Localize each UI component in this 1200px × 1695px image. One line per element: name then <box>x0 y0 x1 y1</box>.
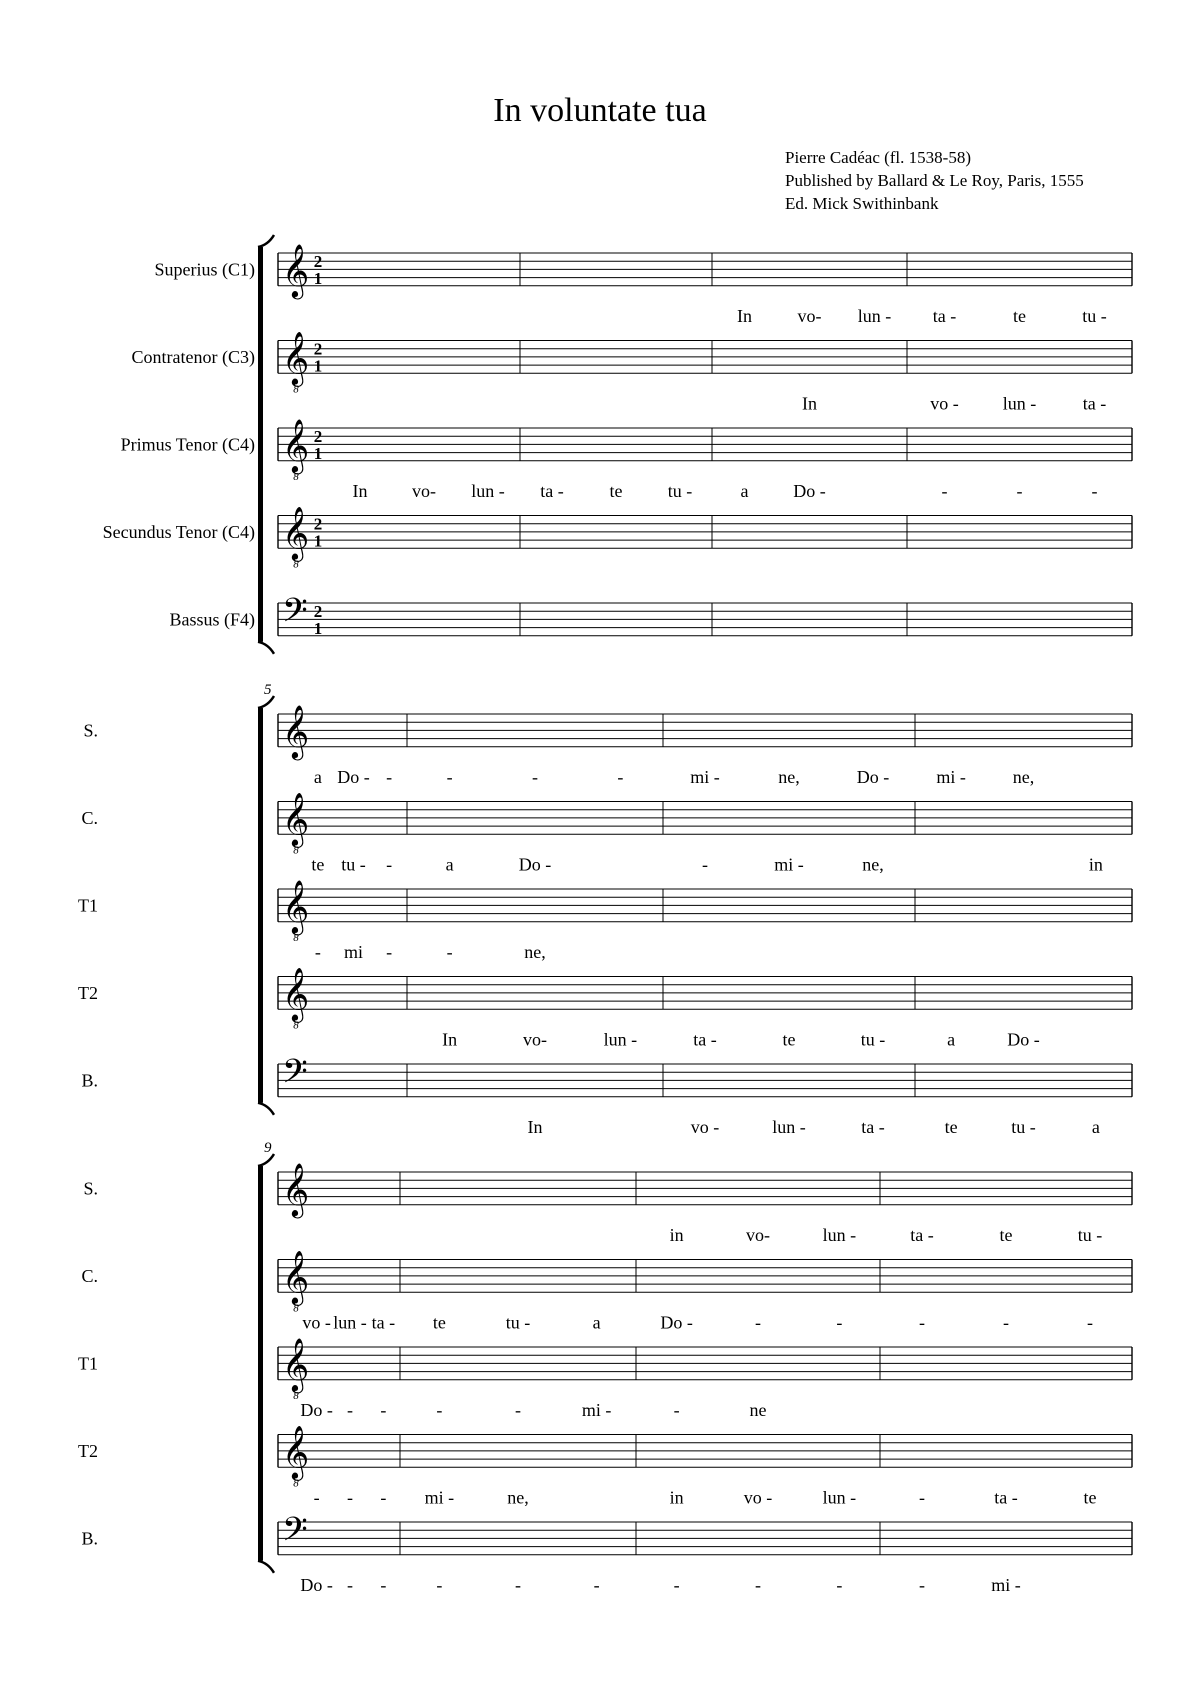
staff-3 <box>78 880 1132 962</box>
lyric-syllable: vo - <box>743 1487 773 1508</box>
lyric-syllable: ne, <box>524 941 546 962</box>
lyric-syllable: ta - <box>1082 393 1107 414</box>
lyric-syllable: Do - <box>300 1399 333 1420</box>
lyric-syllable: lun - <box>1002 393 1037 414</box>
system-bracket <box>258 1166 263 1561</box>
lyric-syllable: - <box>446 941 453 962</box>
system-bracket <box>258 247 263 642</box>
treble-clef-icon: 𝄞 <box>282 1426 310 1478</box>
lyric-syllable: ta - <box>540 480 564 501</box>
treble-clef-icon: 𝄞 <box>282 705 310 757</box>
lyric-syllable: - <box>436 1399 443 1420</box>
time-signature-bottom: 1 <box>313 444 323 463</box>
staff-4 <box>103 506 1132 570</box>
staff-4 <box>78 967 1132 1049</box>
measure-number: 9 <box>264 1140 272 1156</box>
staff-3 <box>78 1338 1132 1420</box>
lyric-syllable: In <box>527 1116 543 1137</box>
lyric-syllable: - <box>386 941 393 962</box>
system-2 <box>78 682 1132 1137</box>
staff-1 <box>83 1163 1132 1245</box>
lyric-syllable: - <box>386 854 393 875</box>
lyric-syllable: vo- <box>412 480 436 501</box>
time-signature-top: 2 <box>313 602 323 621</box>
lyric-syllable: mi - <box>936 766 966 787</box>
lyric-syllable: in <box>669 1224 684 1245</box>
treble-clef-icon: 𝄞 <box>282 507 310 559</box>
lyric-syllable: Do - <box>856 766 890 787</box>
publisher-credit: Published by Ballard & Le Roy, Paris, 1555 <box>785 171 1084 190</box>
treble-clef-icon: 𝄞 <box>282 880 310 932</box>
lyric-syllable: - <box>532 766 538 787</box>
voice-label: Primus Tenor (C4) <box>120 434 255 455</box>
lyric-syllable: - <box>1087 1312 1093 1333</box>
time-signature-bottom: 1 <box>313 531 323 551</box>
lyric-syllable: - <box>436 1574 443 1595</box>
lyric-syllable: - <box>347 1399 353 1420</box>
octave-mark: 8 <box>293 1019 299 1032</box>
lyric-syllable: - <box>755 1574 761 1595</box>
lyric-syllable: tu - <box>505 1312 531 1333</box>
treble-clef-icon: 𝄞 <box>282 1163 310 1215</box>
lyric-syllable: mi - <box>424 1487 455 1508</box>
lyric-syllable: te <box>1013 305 1026 326</box>
lyric-syllable: lun - <box>822 1487 857 1508</box>
lyric-syllable: - <box>941 480 948 501</box>
lyric-syllable: ne, <box>862 854 884 875</box>
lyric-syllable: - <box>836 1574 843 1595</box>
treble-clef-icon: 𝄞 <box>282 419 310 471</box>
lyric-syllable: te <box>432 1312 446 1333</box>
lyric-syllable: ta - <box>371 1312 396 1333</box>
lyric-syllable: ne <box>749 1399 767 1420</box>
lyric-syllable: ne, <box>778 766 800 787</box>
lyric-syllable: - <box>1016 480 1023 501</box>
lyric-syllable: vo- <box>523 1029 547 1050</box>
bracket-top-hook <box>258 235 274 247</box>
lyric-syllable: - <box>446 766 453 787</box>
lyric-syllable: te <box>944 1116 958 1137</box>
lyric-syllable: te <box>311 854 325 875</box>
lyric-syllable: - <box>380 1487 387 1508</box>
lyric-syllable: - <box>347 1487 353 1508</box>
treble-clef-icon: 𝄞 <box>282 1338 310 1390</box>
lyric-syllable: - <box>755 1312 761 1333</box>
time-signature-bottom: 1 <box>313 356 323 376</box>
voice-label: T1 <box>78 1353 98 1374</box>
lyric-syllable: mi <box>343 941 364 962</box>
lyric-syllable: - <box>1091 480 1098 501</box>
lyric-syllable: vo- <box>746 1224 770 1245</box>
staff-2 <box>81 792 1132 874</box>
octave-mark: 8 <box>293 1477 299 1490</box>
lyric-syllable: lun - <box>857 305 892 326</box>
lyric-syllable: te <box>609 480 623 501</box>
lyric-syllable: - <box>386 766 393 787</box>
lyric-syllable: a <box>592 1312 601 1333</box>
lyric-syllable: ta - <box>932 305 957 326</box>
time-signature-top: 2 <box>313 252 323 271</box>
lyric-syllable: vo - <box>930 393 959 414</box>
lyric-syllable: in <box>1088 854 1103 875</box>
bracket-bottom-hook <box>258 642 274 654</box>
octave-mark: 8 <box>293 383 299 396</box>
lyric-syllable: a <box>445 854 454 875</box>
lyric-syllable: a <box>947 1029 956 1050</box>
lyric-syllable: lun - <box>333 1312 367 1333</box>
treble-clef-icon: 𝄞 <box>282 968 310 1020</box>
lyric-syllable: ne, <box>1012 766 1035 787</box>
staff-5 <box>169 592 1132 638</box>
treble-clef-icon: 𝄞 <box>282 793 310 845</box>
staff-5 <box>81 1511 1132 1595</box>
lyric-syllable: ta - <box>994 1487 1018 1508</box>
lyric-syllable: te <box>999 1224 1013 1245</box>
lyric-syllable: - <box>593 1574 600 1595</box>
lyric-syllable: a <box>313 766 322 787</box>
bracket-bottom-hook <box>258 1103 274 1115</box>
lyric-syllable: tu - <box>667 480 693 501</box>
lyric-syllable: In <box>352 480 368 501</box>
voice-label: Superius (C1) <box>154 259 255 280</box>
lyric-syllable: lun - <box>471 480 505 501</box>
voice-label: B. <box>81 1070 98 1091</box>
bass-clef-icon: 𝄢 <box>282 1511 308 1556</box>
lyric-syllable: - <box>347 1574 353 1595</box>
staff-2 <box>81 1250 1132 1332</box>
lyric-syllable: vo- <box>797 305 822 326</box>
lyric-syllable: - <box>919 1574 925 1595</box>
lyric-syllable: - <box>673 1399 680 1420</box>
measure-number: 5 <box>264 682 272 698</box>
time-signature-top: 2 <box>313 514 323 534</box>
voice-label: B. <box>81 1528 98 1549</box>
voice-label: Contratenor (C3) <box>131 346 255 367</box>
lyric-syllable: In <box>737 305 752 326</box>
lyric-syllable: - <box>617 766 624 787</box>
lyric-syllable: - <box>702 854 708 875</box>
voice-label: Bassus (F4) <box>169 609 255 630</box>
lyric-syllable: ta - <box>910 1224 934 1245</box>
octave-mark: 8 <box>293 558 299 571</box>
lyric-syllable: a <box>1091 1116 1100 1137</box>
voice-label: S. <box>83 1178 98 1199</box>
system-3 <box>78 1140 1132 1595</box>
lyric-syllable: Do - <box>300 1574 333 1595</box>
staff-1 <box>155 244 1133 326</box>
lyric-syllable: Do - <box>337 766 370 787</box>
lyric-syllable: lun - <box>822 1224 857 1245</box>
voice-label: T2 <box>78 982 98 1003</box>
voice-label: C. <box>81 1265 98 1286</box>
system-bracket <box>258 708 263 1103</box>
octave-mark: 8 <box>293 844 299 857</box>
lyric-syllable: tu - <box>1077 1224 1103 1245</box>
octave-mark: 8 <box>293 471 299 483</box>
lyric-syllable: mi - <box>991 1574 1021 1595</box>
lyric-syllable: ne, <box>507 1487 529 1508</box>
staff-2 <box>132 331 1132 413</box>
lyric-syllable: - <box>314 941 321 962</box>
bass-clef-icon: 𝄢 <box>282 1053 308 1098</box>
composer-credit: Pierre Cadéac (fl. 1538-58) <box>785 148 971 167</box>
treble-clef-icon: 𝄞 <box>282 332 310 384</box>
time-signature-bottom: 1 <box>313 619 323 638</box>
lyric-syllable: te <box>1083 1487 1097 1508</box>
lyric-syllable: vo - <box>690 1116 720 1137</box>
staff-5 <box>81 1053 1132 1137</box>
lyric-syllable: Do - <box>793 480 826 501</box>
lyric-syllable: tu - <box>341 854 366 875</box>
lyric-syllable: - <box>515 1574 521 1595</box>
lyric-syllable: lun - <box>772 1116 806 1137</box>
voice-label: S. <box>83 720 98 741</box>
lyric-syllable: tu - <box>860 1029 886 1050</box>
time-signature-top: 2 <box>313 427 323 446</box>
voice-label: T2 <box>78 1440 98 1461</box>
voice-label: Secundus Tenor (C4) <box>102 521 255 542</box>
octave-mark: 8 <box>293 1302 299 1315</box>
lyric-syllable: mi - <box>581 1399 612 1420</box>
lyric-syllable: - <box>380 1399 387 1420</box>
editor-credit: Ed. Mick Swithinbank <box>785 194 939 213</box>
lyric-syllable: - <box>673 1574 680 1595</box>
score-title: In voluntate tua <box>493 92 707 129</box>
octave-mark: 8 <box>293 1390 299 1402</box>
staff-4 <box>78 1425 1132 1507</box>
lyric-syllable: Do - <box>660 1312 693 1333</box>
voice-label: C. <box>81 807 98 828</box>
bass-clef-icon: 𝄢 <box>282 592 308 637</box>
lyric-syllable: - <box>380 1574 387 1595</box>
time-signature-top: 2 <box>313 339 323 359</box>
lyric-syllable: Do - <box>1007 1029 1040 1050</box>
lyric-syllable: - <box>836 1312 843 1333</box>
lyric-syllable: - <box>313 1487 320 1508</box>
lyric-syllable: mi - <box>690 766 720 787</box>
lyric-syllable: mi - <box>774 854 804 875</box>
treble-clef-icon: 𝄞 <box>282 244 310 296</box>
lyric-syllable: a <box>740 480 749 501</box>
lyric-syllable: te <box>782 1029 796 1050</box>
system-1 <box>103 235 1132 654</box>
lyric-syllable: tu - <box>1082 305 1107 326</box>
octave-mark: 8 <box>293 932 299 944</box>
time-signature-bottom: 1 <box>313 269 323 288</box>
treble-clef-icon: 𝄞 <box>282 1251 310 1303</box>
lyric-syllable: ta - <box>693 1029 717 1050</box>
lyric-syllable: tu - <box>1011 1116 1036 1137</box>
lyric-syllable: ta - <box>861 1116 885 1137</box>
lyric-syllable: - <box>919 1487 925 1508</box>
lyric-syllable: - <box>1003 1312 1009 1333</box>
lyric-syllable: lun - <box>603 1029 638 1050</box>
lyric-syllable: in <box>669 1487 684 1508</box>
lyric-syllable: In <box>442 1029 458 1050</box>
lyric-syllable: vo - <box>302 1312 331 1333</box>
bracket-bottom-hook <box>258 1561 274 1573</box>
lyric-syllable: In <box>802 393 817 414</box>
voice-label: T1 <box>78 895 98 916</box>
lyric-syllable: - <box>919 1312 925 1333</box>
staff-1 <box>83 705 1132 787</box>
staff-3 <box>121 419 1132 501</box>
lyric-syllable: - <box>515 1399 521 1420</box>
lyric-syllable: Do - <box>518 854 552 875</box>
